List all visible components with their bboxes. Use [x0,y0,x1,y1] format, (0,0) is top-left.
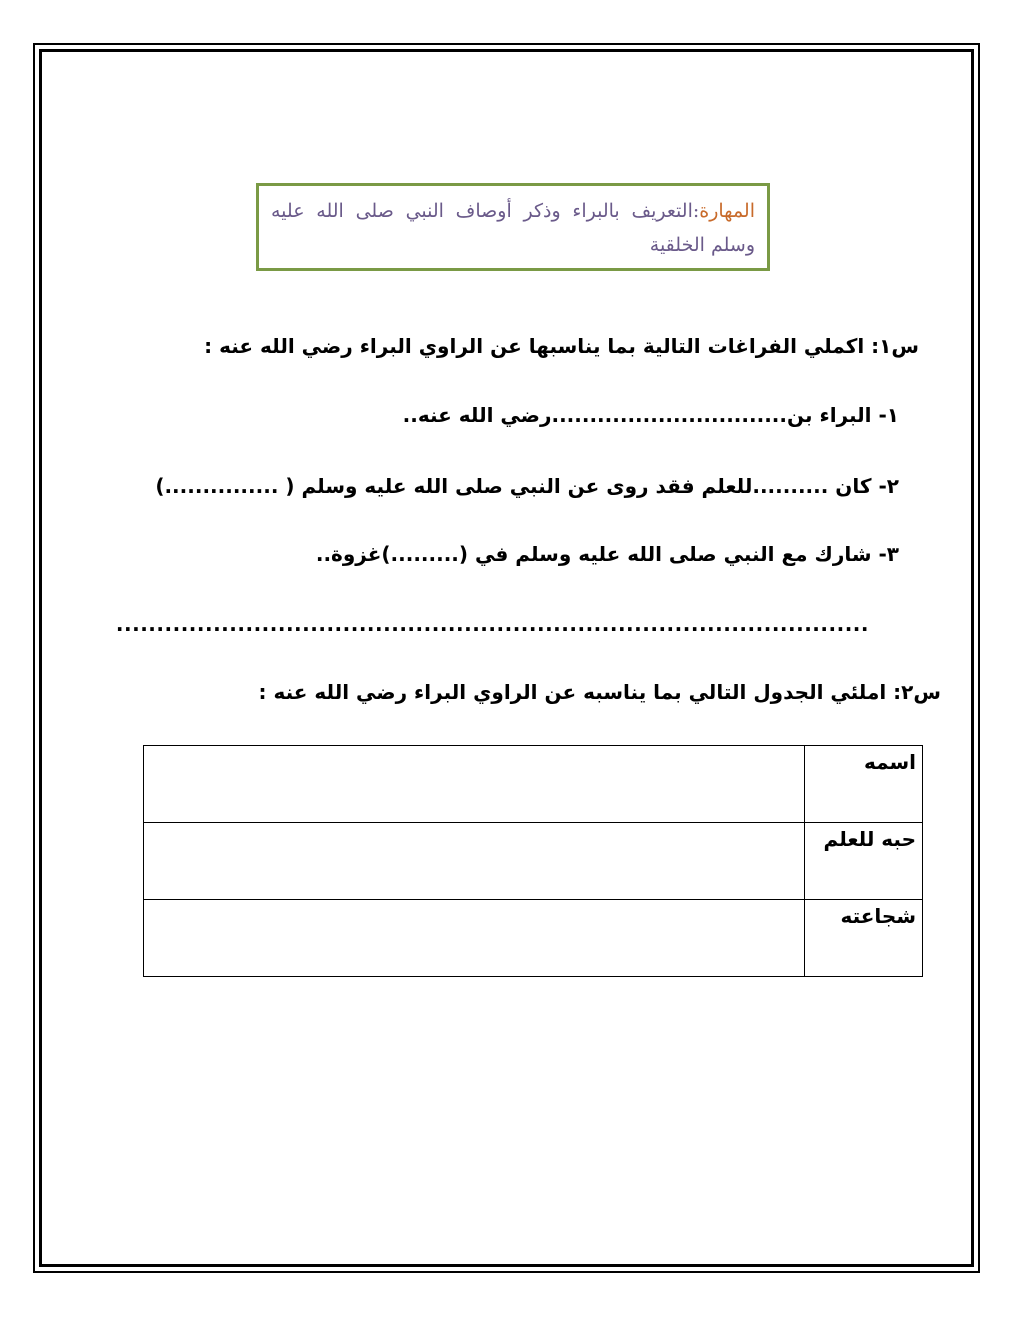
skill-text: التعريف بالبراء وذكر أوصاف النبي صلى الله عليه وسلم الخلقية [271,200,755,256]
table-row [144,746,923,823]
skill-box [256,183,770,271]
question2-heading: س٢: املئي الجدول التالي بما يناسبه عن الراوي البراء رضي الله عنه : [258,680,941,704]
table-row [144,900,923,977]
question1-item-3: ٣- شارك مع النبي صلى الله عليه وسلم في (.........)غزوة.. [315,542,899,566]
question1-answer-line: ............................................................................................. [115,612,869,636]
skill-label: المهارة [699,200,755,222]
question1-heading: س١: اكملي الفراغات التالية بما يناسبها عن الراوي البراء رضي الله عنه : [204,334,919,358]
table-row-label: اسمه [805,746,923,823]
table-answer-cell[interactable] [144,900,805,977]
table-answer-cell[interactable] [144,746,805,823]
question1-item-2: ٢- كان ..........للعلم فقد روى عن النبي صلى الله عليه وسلم ( ...............) [155,474,899,498]
skill-separator: : [692,200,700,222]
table-row [144,823,923,900]
question1-item-1: ١- البراء بن...............................رضي الله عنه.. [402,403,899,427]
answer-table [143,745,923,977]
table-answer-cell[interactable] [144,823,805,900]
table-row-label: حبه للعلم [805,823,923,900]
table-row-label: شجاعته [805,900,923,977]
